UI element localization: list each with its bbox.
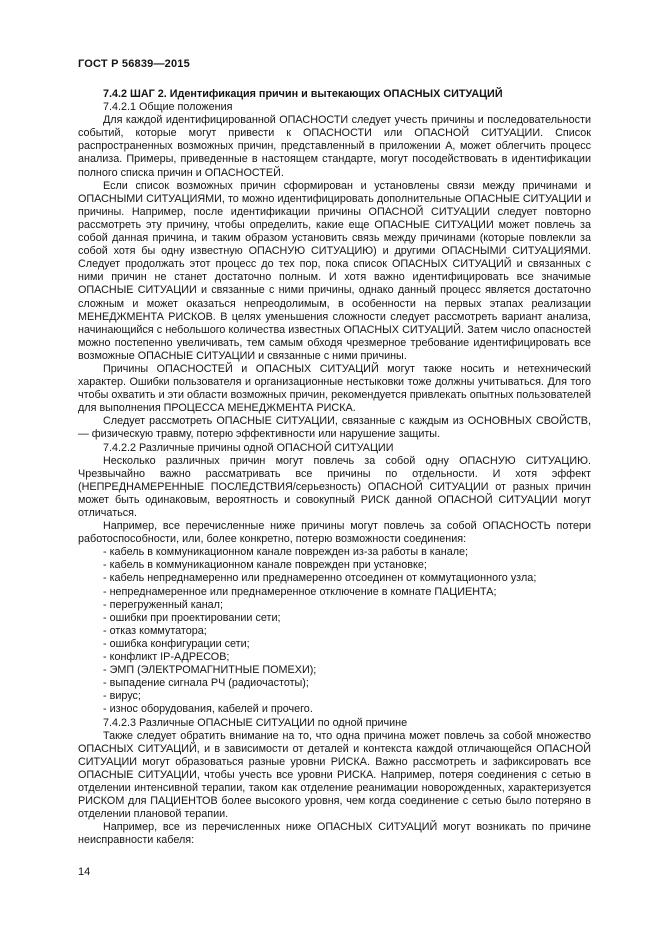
document-header: ГОСТ Р 56839—2015: [78, 58, 190, 70]
list-item: - отказ коммутатора;: [103, 624, 207, 637]
text-paragraph: Следует рассмотреть ОПАСНЫЕ СИТУАЦИИ, связанные с каждым из ОСНОВНЫХ СВОЙСТВ, — физическую травму, потерю эффективности или нарушение защиты.: [78, 415, 591, 441]
list-item: - ЭМП (ЭЛЕКТРОМАГНИТНЫЕ ПОМЕХИ);: [103, 664, 317, 677]
list-item: - ошибка конфигурации сети;: [103, 637, 250, 650]
text-subheading: 7.4.2.3 Различные ОПАСНЫЕ СИТУАЦИИ по одной причине: [103, 716, 408, 729]
text-paragraph: Например, все из перечисленных ниже ОПАСНЫХ СИТУАЦИЙ могут возникать по причине неисправности кабеля:: [78, 821, 591, 847]
text-paragraph: Например, все перечисленные ниже причины могут повлечь за собой ОПАСНОСТЬ потери работоспособности, или, более конкретно, потерю возможности соединения:: [78, 520, 591, 546]
list-item: - вирус;: [103, 690, 141, 703]
text-heading: 7.4.2 ШАГ 2. Идентификация причин и вытекающих ОПАСНЫХ СИТУАЦИЙ: [103, 88, 503, 100]
list-item: - конфликт IP-АДРЕСОВ;: [103, 651, 230, 664]
list-item: - износ оборудования, кабелей и прочего.: [103, 703, 313, 716]
document-content: [78, 88, 591, 847]
list-item: - ошибки при проектировании сети;: [103, 611, 281, 624]
text-paragraph: Для каждой идентифицированной ОПАСНОСТИ следует учесть причины и последовательности событий, которые могут привести к ОПАСНОСТИ или ОПАСНОЙ СИТУАЦИИ. Список распространенных возможных причин, представленный в приложении А, может облегчить процесс анализа. Примеры, приведенные в настоящем стандарте, могут посодействовать в идентификации полного списка причин и ОПАСНОСТЕЙ.: [78, 114, 591, 179]
list-item: - непреднамеренное или преднамеренное отключение в комнате ПАЦИЕНТА;: [103, 585, 497, 598]
text-subheading: 7.4.2.1 Общие положения: [103, 101, 233, 114]
text-paragraph: Если список возможных причин сформирован и установлены связи между причинами и ОПАСНЫМИ СИТУАЦИЯМИ, то можно идентифицировать дополнительные ОПАСНЫЕ СИТУАЦИИ и причины. Например, после идентификации причины ОПАСНОЙ СИТУАЦИИ следует повторно рассмотреть эту причину, чтобы определить, какие еще ОПАСНЫЕ СИТУАЦИИ может повлечь за собой данная причина, и таким образом установить связь между причинами (которые повлекли за собой хотя бы одну известную ОПАСНУЮ СИТУАЦИЮ) и другими ОПАСНЫМИ СИТУАЦИЯМИ. Следует продолжать этот процесс до тех пор, пока список ОПАСНЫХ СИТУАЦИЙ и связанных с ними причин не станет достаточно полным. И хотя важно идентифицировать все значимые ОПАСНЫЕ СИТУАЦИИ и связанные с ними причины, однако данный процесс является достаточно сложным и может оказаться непреодолимым, в особенности на первых этапах реализации МЕНЕДЖМЕНТА РИСКОВ. В целях уменьшения сложности следует рассмотреть вариант анализа, начинающийся с небольшого количества известных ОПАСНЫХ СИТУАЦИЙ. Затем число опасностей можно постепенно увеличивать, тем самым обходя чрезмерное требование идентифицировать все возможные ОПАСНЫЕ СИТУАЦИИ и связанные с ними причины.: [78, 179, 591, 362]
page-number: 14: [78, 866, 91, 878]
text-subheading: 7.4.2.2 Различные причины одной ОПАСНОЙ СИТУАЦИИ: [103, 441, 394, 454]
list-item: - кабель в коммуникационном канале поврежден из-за работы в канале;: [103, 546, 469, 559]
text-paragraph: Причины ОПАСНОСТЕЙ и ОПАСНЫХ СИТУАЦИЙ могут также носить и нетехнический характер. Ошибки пользователя и организационные нестыковки тоже должны учитываться. Для того чтобы охватить и эти области возможных причин, рекомендуется привлекать опытных пользователей для выполнения ПРОЦЕССА МЕНЕДЖМЕНТА РИСКА.: [78, 362, 591, 415]
list-item: - кабель непреднамеренно или преднамеренно отсоединен от коммутационного узла;: [103, 572, 537, 585]
list-item: - перегруженный канал;: [103, 598, 223, 611]
text-paragraph: Несколько различных причин могут повлечь за собой одну ОПАСНУЮ СИТУАЦИЮ. Чрезвычайно важно рассматривать все причины по отдельности. И хотя эффект (НЕПРЕДНАМЕРЕННЫЕ ПОСЛЕДСТВИЯ/серьезность) ОПАСНОЙ СИТУАЦИИ от разных причин может быть одинаковым, вероятность и совокупный РИСК данной ОПАСНОЙ СИТУАЦИИ могут отличаться.: [78, 454, 591, 519]
list-item: - выпадение сигнала РЧ (радиочастоты);: [103, 677, 309, 690]
text-paragraph: Также следует обратить внимание на то, что одна причина может повлечь за собой множество ОПАСНЫХ СИТУАЦИЙ, и в зависимости от деталей и контекста каждой отличающейся ОПАСНОЙ СИТУАЦИИ могут образоваться разные уровни РИСКА. Важно рассмотреть и зафиксировать все ОПАСНЫЕ СИТУАЦИИ, чтобы учесть все уровни РИСКА. Например, потеря соединения с сетью в отделении интенсивной терапии, таком как отделение реанимации новорожденных, характеризуется РИСКОМ для ПАЦИЕНТОВ более высокого уровня, чем когда соединение с сетью было потеряно в отделении плановой терапии.: [78, 729, 591, 821]
list-item: - кабель в коммуникационном канале поврежден при установке;: [103, 559, 427, 572]
